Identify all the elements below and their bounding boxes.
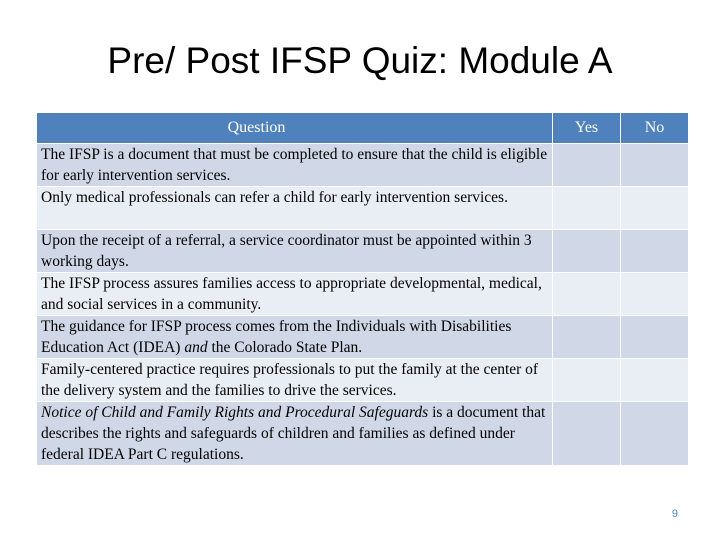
question-text-pre: The IFSP process assures families access to appropriate developmental, medical, and social services in a community.	[41, 275, 542, 313]
header-question: Question	[37, 113, 553, 144]
no-answer-cell[interactable]	[621, 230, 689, 273]
yes-answer-cell[interactable]	[553, 187, 621, 230]
table-row	[37, 273, 689, 316]
no-answer-cell[interactable]	[621, 187, 689, 230]
question-text-pre: Upon the receipt of a referral, a service coordinator must be appointed within 3 working days.	[41, 232, 532, 270]
question-text-pre: Only medical professionals can refer a child for early intervention services.	[41, 189, 508, 206]
page-number: 9	[671, 508, 678, 520]
slide-title: Pre/ Post IFSP Quiz: Module A	[107, 40, 613, 81]
yes-answer-cell[interactable]	[553, 273, 621, 316]
table-row	[37, 359, 689, 402]
question-cell	[37, 187, 553, 230]
table-row	[37, 316, 689, 359]
yes-answer-cell[interactable]	[553, 316, 621, 359]
question-text-em: Notice of Child and Family Rights and Procedural Safeguards	[41, 404, 429, 421]
table-row	[37, 402, 689, 466]
no-answer-cell[interactable]	[621, 144, 689, 187]
question-cell	[37, 230, 553, 273]
question-cell	[37, 144, 553, 187]
question-cell	[37, 402, 553, 466]
no-answer-cell[interactable]	[621, 402, 689, 466]
yes-answer-cell[interactable]	[553, 230, 621, 273]
no-answer-cell[interactable]	[621, 359, 689, 402]
question-text-pre: The guidance for IFSP process comes from the Individuals with Disabilities Education Act (IDEA)	[41, 318, 512, 356]
question-cell	[37, 273, 553, 316]
yes-answer-cell[interactable]	[553, 144, 621, 187]
no-answer-cell[interactable]	[621, 273, 689, 316]
question-text-em: and	[184, 339, 208, 356]
header-no: No	[621, 113, 689, 144]
question-cell	[37, 316, 553, 359]
question-text-post: the Colorado State Plan.	[207, 339, 363, 356]
table-header-row	[37, 113, 689, 144]
quiz-table	[36, 112, 689, 466]
question-cell	[37, 359, 553, 402]
table-row	[37, 230, 689, 273]
yes-answer-cell[interactable]	[553, 402, 621, 466]
table-row	[37, 187, 689, 230]
question-text-post: is a document that describes the rights and safeguards of children and families as defined under federal IDEA Part C regulations.	[41, 404, 546, 463]
question-text-pre: The IFSP is a document that must be completed to ensure that the child is eligible for early intervention services.	[41, 146, 548, 184]
header-yes: Yes	[553, 113, 621, 144]
no-answer-cell[interactable]	[621, 316, 689, 359]
question-text-pre: Family-centered practice requires professionals to put the family at the center of the delivery system and the families to drive the services.	[41, 361, 539, 399]
yes-answer-cell[interactable]	[553, 359, 621, 402]
table-row	[37, 144, 689, 187]
